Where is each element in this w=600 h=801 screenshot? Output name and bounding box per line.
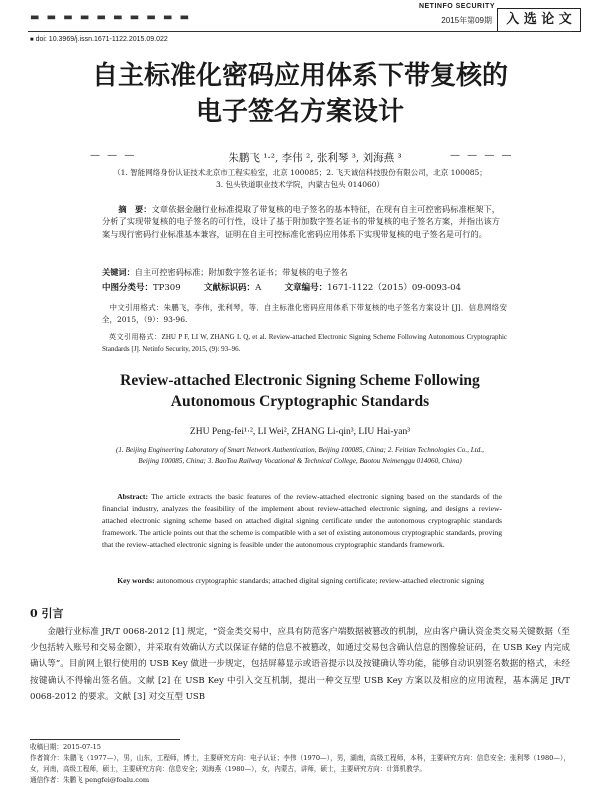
page-number: 93 <box>560 786 569 794</box>
authors-right-dashes: — — — — <box>450 150 514 161</box>
section-heading-intro: 0 引言 <box>30 607 64 620</box>
affil-cn-line2: 3. 包头铁道职业技术学院，内蒙古包头 014060） <box>215 180 385 189</box>
title-en-line2: Autonomous Cryptographic Standards <box>170 393 430 410</box>
doc-code-label: 文献标识码： <box>204 283 256 293</box>
abstract-en-label: Abstract: <box>117 492 148 501</box>
abstract-cn <box>102 203 500 240</box>
citation-en <box>102 332 507 355</box>
abstract-cn-label: 摘 要： <box>118 204 152 214</box>
header-rule-dashes: ▬ ▬ ▬ ▬ ▬ ▬ ▬ ▬ ▬ ▬ <box>30 12 192 23</box>
footnote-received: 收稿日期：2015-07-15 <box>30 743 101 751</box>
affiliation-en: (1. Beijing Engineering Laboratory of Smart Network Authentication, Beijing 100085, China; 2. Feitian Technologies Co., Ltd., Beijing 100085, China; 3. BaoTou Railway Vocational & Technical College, Baotou Neimenggu 014060, China) <box>116 446 484 465</box>
journal-mark: NETINFO SECURITY <box>418 3 495 10</box>
authors-cn-row <box>30 150 570 164</box>
footnote-bio: 作者简介：朱鹏飞（1977—），男，山东，工程师，博士，主要研究方向：电子认证；李伟（1970—），男，湖南，高级工程师，本科，主要研究方向：信息安全；张利琴（1980—），女，河南，高级工程师，硕士，主要研究方向：信息安全；刘海燕（1980—），女，内蒙古，讲师，硕士，主要研究方向：计算机教学。 <box>30 754 570 773</box>
abstract-cn-text: 文章依据金融行业标准提取了带复核的电子签名的基本特征，在现有自主可控密码标准框架下，分析了实现带复核的电子签名的可行性，设计了基于附加数字签名证书的带复核的电子签名方案，并指出该方案与现行密码行业标准基本兼容，证明在自主可控标准化密码应用体系下实现带复核的电子签名是可行的。 <box>102 204 500 239</box>
running-header <box>0 0 600 40</box>
clc-label: 中图分类号： <box>102 283 154 293</box>
affil-cn-line1: （1. 智能网络身份认证技术北京市工程实验室，北京 100085；2. 飞天诚信科技股份有限公司，北京 100085； <box>113 168 487 177</box>
classification-line <box>102 281 522 293</box>
keywords-en-text: autonomous cryptographic standards; attached digital signing certificate; review-attached electronic signing <box>156 576 484 585</box>
authors-en: ZHU Peng-fei¹·², LI Wei², ZHANG Li-qin³, LIU Hai-yan³ <box>189 427 411 437</box>
citation-cn-label: 中文引用格式： <box>109 303 164 312</box>
citation-en-label: 英文引用格式： <box>109 333 162 341</box>
abstract-en-text: The article extracts the basic features of the review-attached electronic signing based on the standards of the financial industry, analyzes the feasibility of the implement about review-attached electronic signing, and designs a review-attached electronic signing scheme based on attached digital signing certificate under the autonomous cryptographic standards framework. The article points out that the scheme is compatible with a set of existing autonomous cryptographic standards, proving that the review-attached electronic signing is feasible under the autonomous cryptographic standards framework. <box>102 492 502 549</box>
citation-cn <box>102 302 507 326</box>
doc-code-value: A <box>255 283 262 293</box>
title-cn-line1: 自主标准化密码应用体系下带复核的 <box>91 61 508 91</box>
authors-cn: 朱鹏飞 ¹·², 李伟 ², 张利琴 ³, 刘海燕 ³ <box>228 152 402 164</box>
paper-title-en <box>0 370 600 412</box>
authors-left-dashes: — — — <box>90 150 137 161</box>
doi-text: doi: 10.3969/j.issn.1671-1122.2015.09.022 <box>35 36 168 43</box>
citation-cn-text: 朱鹏飞，李伟，张利琴，等．自主标准化密码应用体系下带复核的电子签名方案设计 [J]．信息网络安全，2015，（9）：93-96. <box>102 303 507 324</box>
doi <box>30 36 168 43</box>
abstract-en <box>102 491 502 551</box>
clc-value: TP309 <box>153 283 181 293</box>
article-no-value: 1671-1122（2015）09-0093-04 <box>327 283 461 293</box>
doi-bullet: ■ <box>30 37 34 43</box>
title-cn-line2: 电子签名方案设计 <box>195 97 404 127</box>
citation-en-text: ZHU P F, LI W, ZHANG L Q, et al. Review-attached Electronic Signing Scheme Following Autonomous Cryptographic Standards [J]. Netinfo Security, 2015, (9): 93–96. <box>102 333 508 353</box>
section-label: 入 选 论 文 <box>506 12 572 27</box>
affiliation-cn <box>40 167 560 191</box>
footnote-contact: 通信作者：朱鹏飞 pengfei@foalu.com <box>30 776 150 784</box>
keywords-en-label: Key words: <box>117 576 155 585</box>
keywords-cn-label: 关键词： <box>102 267 135 277</box>
section-tab <box>497 8 581 32</box>
article-no-label: 文章编号： <box>284 283 328 293</box>
keywords-cn-text: 自主可控密码标准；附加数字签名证书；带复核的电子签名 <box>134 267 348 277</box>
keywords-en <box>102 575 502 587</box>
header-rule <box>28 31 572 32</box>
issue-label: 2015年第09期 <box>441 16 492 25</box>
title-en-line1: Review-attached Electronic Signing Scheme Following <box>120 372 480 389</box>
paper-title-cn <box>0 58 600 130</box>
keywords-cn <box>102 266 500 278</box>
intro-body: 金融行业标准 JR/T 0068-2012 [1] 规定，“资金类交易中，应具有防范客户端数据被篡改的机制，应由客户确认资金类交易关键数据（至少包括转入账号和交易金额），并采取有效确认方式以保证存储的信息不被篡改，如通过交易包含确认信息的图像验证码，在 USB Key 内完成确认等”。目前网上银行使用的 USB Key 做进一步规定，包括屏幕显示或语音提示以及按键确认等功能，能够自动识别签名数据的格式，未经按键确认不得输出签名值。文献 [2] 在 USB Key 中引入交互机制，提出一种交互型 USB Key 方案以及相应的应用流程，基本满足 JR/T 0068-2012 的要求。文献 [3] 对交互型 USB <box>30 627 570 702</box>
footnote-rule <box>30 739 180 740</box>
footnote <box>30 742 570 786</box>
